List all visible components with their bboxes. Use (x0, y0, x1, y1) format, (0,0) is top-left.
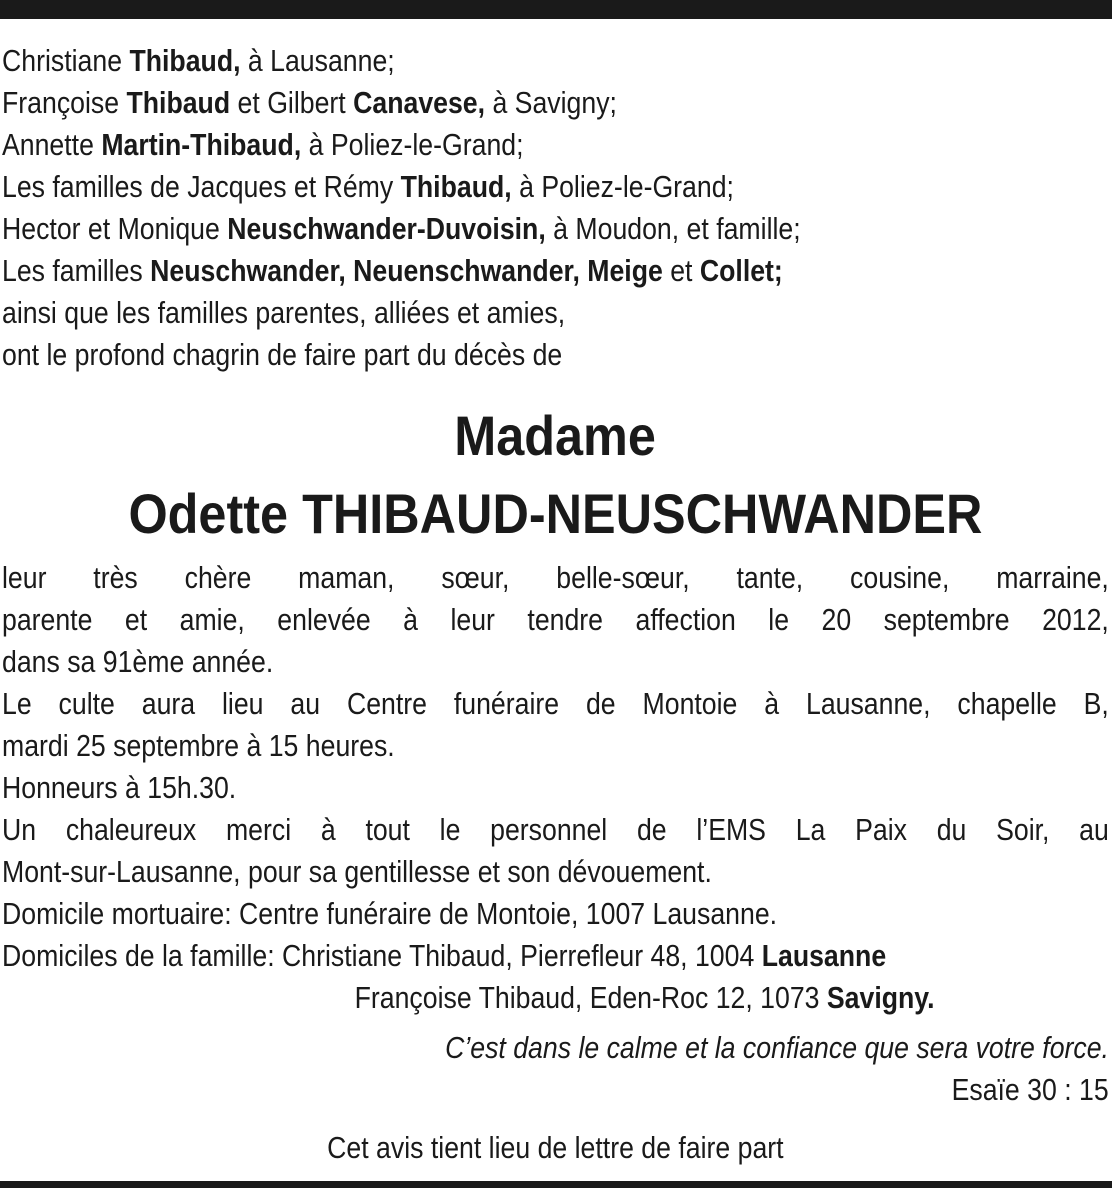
death-notice (2, 40, 1109, 1169)
verse-text: C’est dans le calme et la confiance que sera votre force. (445, 1030, 1109, 1065)
deceased-title: Madame (454, 404, 657, 467)
family-line: Annette Martin-Thibaud, à Poliez-le-Grand; (2, 127, 524, 162)
intro-line: ont le profond chagrin de faire part du décès de (2, 337, 563, 372)
intro-line: ainsi que les familles parentes, alliées et amies, (2, 295, 566, 330)
relation-line: dans sa 91ème année. (2, 644, 274, 679)
deceased-name: Odette THIBAUD-NEUSCHWANDER (128, 482, 983, 545)
honneurs-line: Honneurs à 15h.30. (2, 770, 237, 805)
ceremony-line: mardi 25 septembre à 15 heures. (2, 728, 395, 763)
family-line: Christiane Thibaud, à Lausanne; (2, 43, 395, 78)
family-line: Françoise Thibaud et Gilbert Canavese, à Savigny; (2, 85, 617, 120)
family-line: Les familles Neuschwander, Neuenschwander, Meige et Collet; (2, 253, 783, 288)
footer-note: Cet avis tient lieu de lettre de faire part (327, 1130, 784, 1165)
relation-line: parente et amie, enlevée à leur tendre affection le 20 septembre 2012, (2, 602, 1109, 637)
family-line: Les familles de Jacques et Rémy Thibaud, à Poliez-le-Grand; (2, 169, 734, 204)
domicile-line: Domiciles de la famille: Christiane Thibaud, Pierrefleur 48, 1004 Lausanne (2, 938, 887, 973)
deceased-heading (2, 397, 1109, 553)
notice-body (2, 557, 1109, 1019)
ceremony-line: Le culte aura lieu au Centre funéraire de Montoie à Lausanne, chapelle B, (2, 686, 1109, 721)
bottom-border (0, 1181, 1112, 1188)
verse-reference: Esaïe 30 : 15 (951, 1072, 1109, 1107)
top-border (0, 0, 1112, 19)
relation-line: leur très chère maman, sœur, belle-sœur, tante, cousine, marraine, (2, 560, 1109, 595)
domicile-line: Françoise Thibaud, Eden-Roc 12, 1073 Savigny. (354, 980, 935, 1015)
mortuary-line: Domicile mortuaire: Centre funéraire de Montoie, 1007 Lausanne. (2, 896, 778, 931)
thanks-line: Un chaleureux merci à tout le personnel de l’EMS La Paix du Soir, au (2, 812, 1109, 847)
family-list (2, 40, 1109, 376)
thanks-line: Mont-sur-Lausanne, pour sa gentillesse et son dévouement. (2, 854, 712, 889)
family-line: Hector et Monique Neuschwander-Duvoisin, à Moudon, et famille; (2, 211, 801, 246)
